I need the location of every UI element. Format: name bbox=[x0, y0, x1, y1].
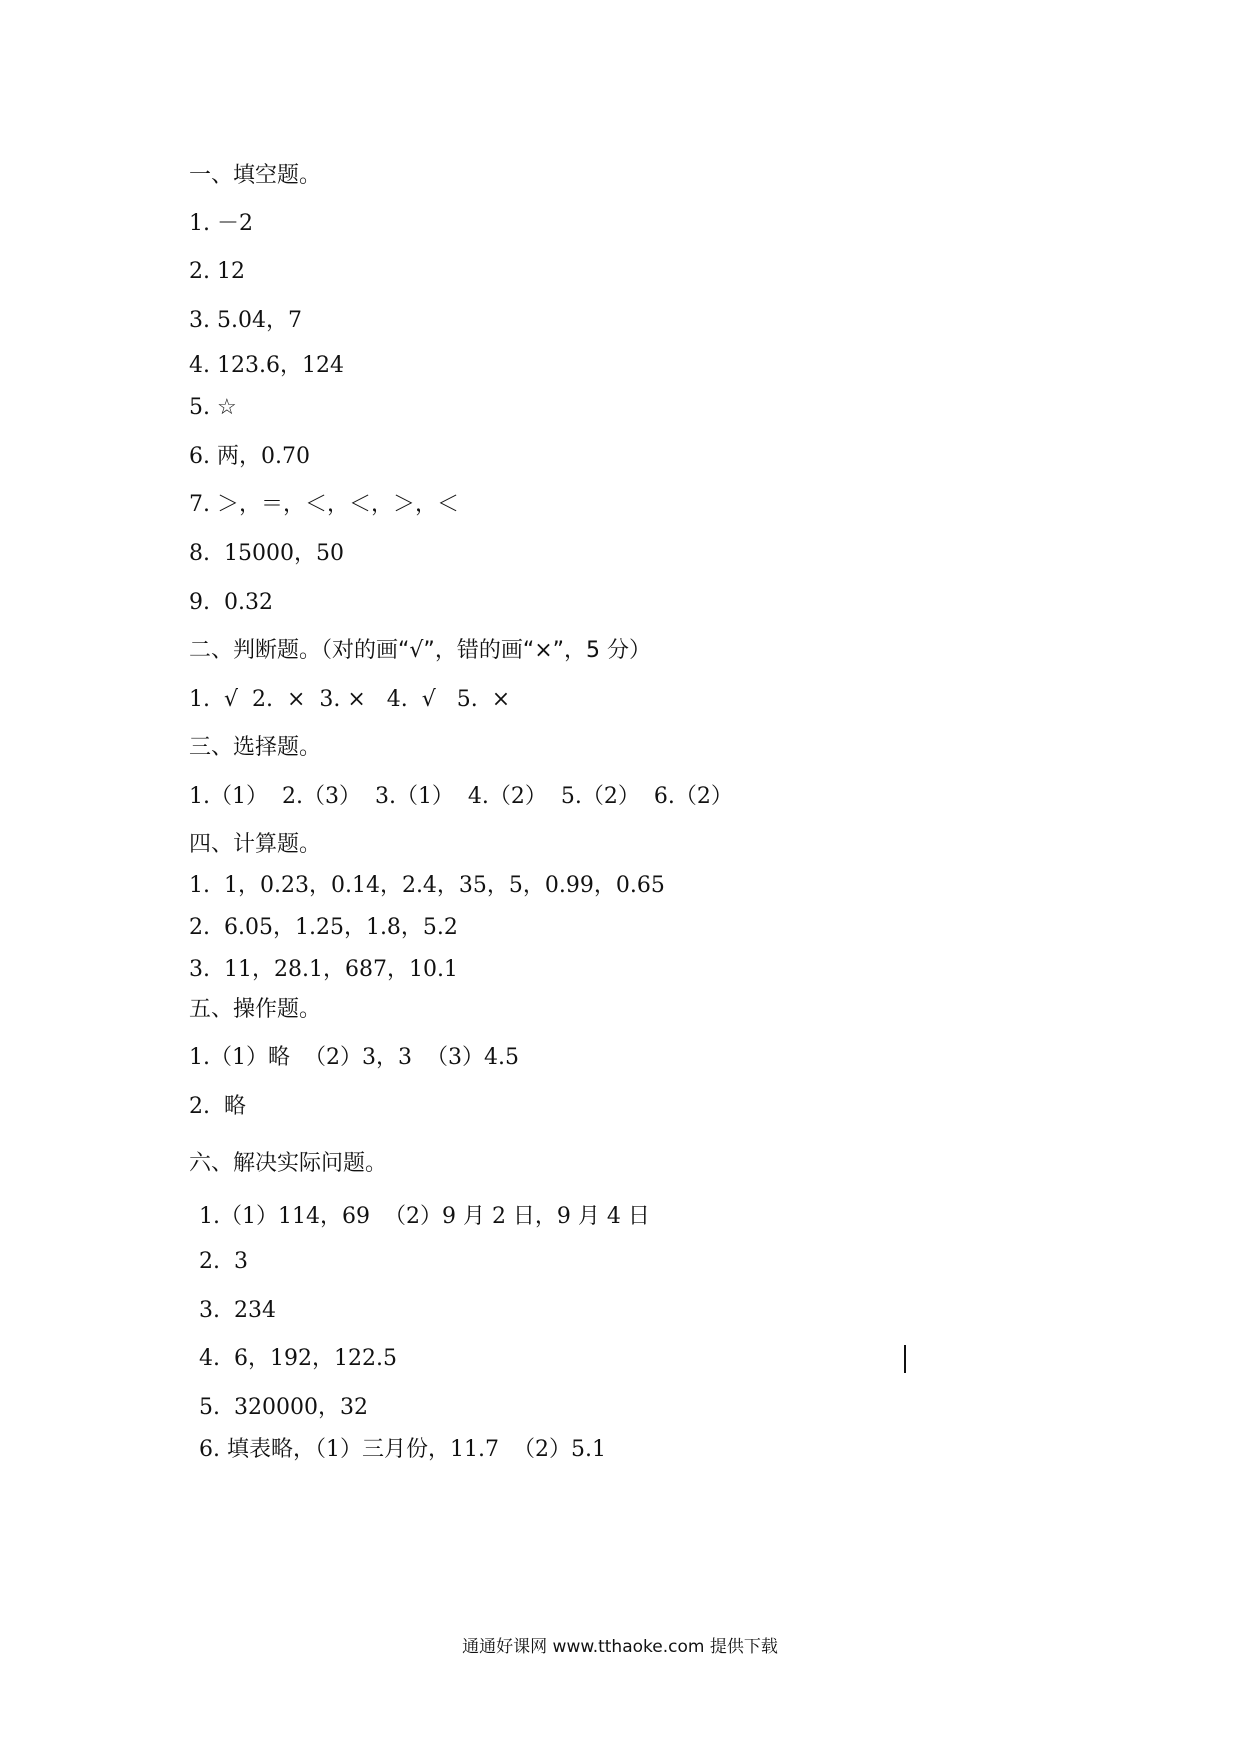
answer-6-2: 2. 3 bbox=[199, 1249, 248, 1274]
answer-6-5: 5. 320000，32 bbox=[199, 1395, 368, 1420]
answer-1-8: 8. 15000，50 bbox=[189, 541, 344, 566]
answer-1-1: 1. －2 bbox=[189, 211, 253, 236]
text-cursor bbox=[904, 1345, 906, 1373]
answer-6-6: 6. 填表略，（1）三月份，11.7 （2）5.1 bbox=[199, 1437, 606, 1462]
answer-1-7: 7. ＞，＝，＜，＜，＞，＜ bbox=[189, 492, 459, 517]
answer-6-1: 1.（1）114，69 （2）9 月 2 日，9 月 4 日 bbox=[199, 1204, 650, 1229]
section-6-title: 六、解决实际问题。 bbox=[189, 1151, 388, 1176]
answer-3-1: 1.（1） 2.（3） 3.（1） 4.（2） 5.（2） 6.（2） bbox=[189, 784, 733, 809]
section-2-title: 二、判断题。（对的画“√”，错的画“×”，5 分） bbox=[189, 638, 652, 663]
footer-text: 通通好课网 www.tthaoke.com 提供下载 bbox=[462, 1637, 778, 1657]
answer-1-9: 9. 0.32 bbox=[189, 590, 273, 615]
answer-1-4: 4. 123.6，124 bbox=[189, 353, 344, 378]
answer-1-3: 3. 5.04，7 bbox=[189, 308, 302, 333]
answer-2-1: 1. √ 2. × 3. × 4. √ 5. × bbox=[189, 687, 511, 712]
answer-4-3: 3. 11，28.1，687，10.1 bbox=[189, 957, 458, 982]
answer-5-2: 2. 略 bbox=[189, 1094, 246, 1119]
section-3-title: 三、选择题。 bbox=[189, 735, 322, 760]
answer-6-4: 4. 6，192，122.5 bbox=[199, 1346, 397, 1371]
answer-1-5: 5. ☆ bbox=[189, 395, 237, 420]
answer-4-2: 2. 6.05，1.25，1.8，5.2 bbox=[189, 915, 458, 940]
answer-6-3: 3. 234 bbox=[199, 1298, 276, 1323]
section-1-title: 一、填空题。 bbox=[189, 163, 322, 188]
answer-4-1: 1. 1，0.23，0.14，2.4，35，5，0.99，0.65 bbox=[189, 873, 665, 898]
answer-1-6: 6. 两，0.70 bbox=[189, 444, 310, 469]
section-5-title: 五、操作题。 bbox=[189, 997, 322, 1022]
answer-5-1: 1.（1）略 （2）3，3 （3）4.5 bbox=[189, 1045, 519, 1070]
section-4-title: 四、计算题。 bbox=[189, 832, 322, 857]
answer-1-2: 2. 12 bbox=[189, 259, 245, 284]
